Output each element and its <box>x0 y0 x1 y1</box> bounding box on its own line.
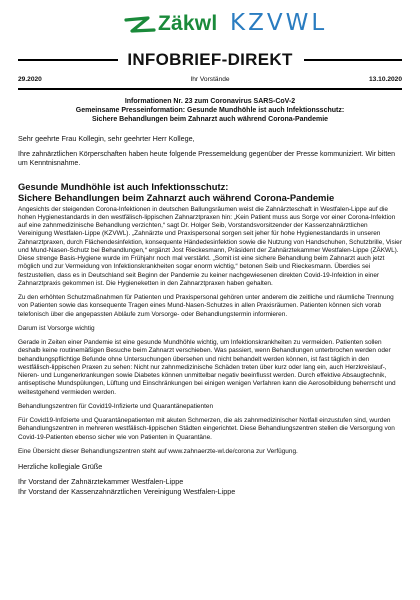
signature-zakwl: Ihr Vorstand der Zahnärztekammer Westfalen-Lippe <box>18 476 184 486</box>
closing-greeting: Herzliche kollegiale Grüße <box>18 462 103 472</box>
subheading-behandlungszentren: Behandlungszentren für Covid19-Infizierte und Quarantänepatienten <box>18 402 214 410</box>
info-heading <box>18 98 402 124</box>
press-title-line1: Gesunde Mundhöhle ist auch Infektionsschutz: <box>18 181 229 193</box>
signature-kzvwl: Ihr Vorstand der Kassenzahnärztlichen Vereinigung Westfalen-Lippe <box>18 486 236 496</box>
intro-paragraph: Ihre zahnärztlichen Körperschaften haben heute folgende Pressemeldung gegenüber der Presse kommuniziert. Wir bitten um Kenntnisnahme. <box>18 151 396 168</box>
zakwl-swoosh-icon <box>124 14 156 36</box>
info-heading-line1: Informationen Nr. 23 zum Coronavirus SARS-CoV-2 <box>124 98 296 105</box>
press-paragraph-4: Für Covid19-Infizierte und Quarantänepatienten mit akuten Schmerzen, die als zahnmedizinischer Notfall einzustufen sind, wurden Behandlungszentren in mehreren westfälisch-lippischen Städten eingerichtet. Diese Behandlungszentren stellen die Versorgung von Covid-19-Patienten ebenso sicher wie von Patienten in Quarantäne. <box>18 417 395 441</box>
sender-label: Ihr Vorstände <box>190 76 230 83</box>
press-paragraph-1: Angesichts der steigenden Corona-Infektionen in deutschen Ballungsräumen weist die Zahnärzteschaft in Westfalen-Lippe auf die hohen Hygienestandards in den westfälisch-lippischen Zahnarztpraxen hin: „Kein Patient muss aus Sorge vor einer Corona-Infektion auf eine zahnmedizinische Behandlung verzichten,“ sagt Dr. Holger Seib, Vorstandsvorsitzender der Kassenzahnärztlichen Vereinigung Westfalen-Lippe (KZVWL). „Zahnärzte und Praxispersonal sorgen seit jeher für hohe Hygienestandards in unseren Zahnarztpraxen, durch Flächendesinfektion, konsequente Händedesinfektion sowie die Nutzung von Handschuhen, Schutzbrille, Visier und Mund-Nasen-Schutz bei Behandlungen,“ ergänzt Jost Rieckesmann, Präsident der Zahnärztekammer Westfalen-Lippe (ZÄKWL). Diese strenge Basis-Hygiene wurde im Frühjahr noch mal verstärkt. „Somit ist eine sichere Behandlung beim Zahnarzt auch jetzt möglich und zur Vermeidung von Infektionskrankheiten sogar enorm wichtig,“ betonen Seib und Rieckesmann. Überdies sei festzustellen, dass es in Deutschland seit Beginn der Pandemie zu keiner nachgewiesenen direkten Covid-19-Infektion in einer Zahnarztpraxis gekommen ist. Die Hygieneketten in den Zahnarztpraxen haben gehalten. <box>18 205 402 287</box>
zakwl-logo <box>124 8 218 40</box>
subheading-vorsorge: Darum ist Vorsorge wichtig <box>18 324 95 332</box>
header-logos <box>0 6 420 40</box>
meta-rule <box>18 88 402 90</box>
closing-block <box>18 462 402 497</box>
info-heading-line3: Sichere Behandlungen beim Zahnarzt auch während Corona-Pandemie <box>91 115 329 123</box>
issue-date: 13.10.2020 <box>368 76 402 83</box>
press-paragraph-5: Eine Übersicht dieser Behandlungszentren steht auf www.zahnaerzte-wl.de/corona zur Verfügung. <box>18 447 298 455</box>
kzvwl-logo: KZVWL <box>230 10 328 36</box>
salutation: Sehr geehrte Frau Kollegin, sehr geehrter Herr Kollege, <box>18 134 195 144</box>
info-heading-line2: Gemeinsame Presseinformation: Gesunde Mundhöhle ist auch Infektionsschutz: <box>75 106 345 114</box>
zakwl-logo-text: Zäkwl <box>158 12 218 35</box>
press-title-line2: Sichere Behandlungen beim Zahnarzt auch während Corona-Pandemie <box>18 192 335 204</box>
letter-body <box>18 98 402 497</box>
press-paragraph-3: Gerade in Zeiten einer Pandemie ist eine gesunde Mundhöhle wichtig, um Infektionskrankheiten zu vermeiden. Patienten sollen deshalb keine routinemäßigen Besuche beim Zahnarzt verschieben. Was passiert, wenn Behandlungen unterbrochen werden oder behandlungspflichtige Befunde ohne Untersuchungen übersehen und nicht behandelt werden können, ist fast täglich in den westfälisch-lippischen Praxen zu sehen: Nicht nur zahnmedizinische Schäden treten über kurz oder lang ein, auch Herzkreislauf-, Nieren- und Lungenerkrankungen sowie Diabetes können unmittelbar negativ beeinflusst werden. Durch effektive Absaugtechnik, antiseptische Mundspülungen, Lüftung und Einschränkungen bei einigen wenigen Verfahren kann die Aerosolbildung beherrscht und weitestgehend vermieden werden. <box>18 339 396 396</box>
press-paragraph-2: Zu den erhöhten Schutzmaßnahmen für Patienten und Praxispersonal gehören unter anderem die zeitliche und räumliche Trennung von Patienten sowie das konsequente Tragen eines Mund-Nasen-Schutzes in allen Praxisräumen. Patienten können sich vorab telefonisch über die angepassten Abläufe zum Vorsorge- oder Behandlungstermin informieren. <box>18 294 394 318</box>
issue-number: 29.2020 <box>18 76 42 83</box>
press-title <box>18 181 402 203</box>
document-title: INFOBRIEF-DIREKT <box>127 50 293 69</box>
